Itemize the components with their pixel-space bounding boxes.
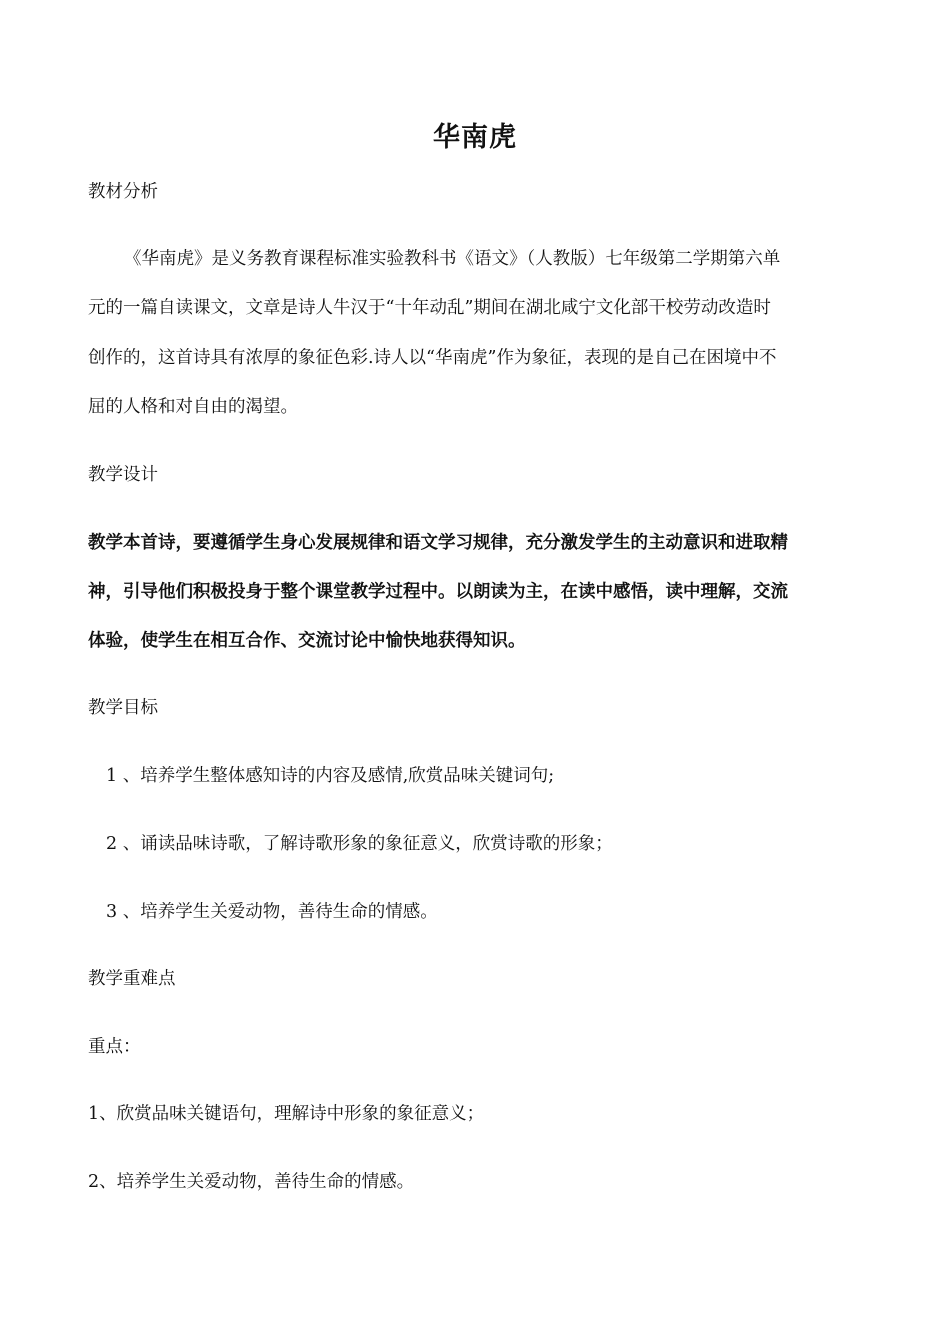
design-paragraph-line: 教学本首诗，要遵循学生身心发展规律和语文学习规律，充分激发学生的主动意识和进取精 <box>88 533 788 553</box>
analysis-paragraph-line: 《华南虎》是义务教育课程标准实验教科书《语文》（人教版）七年级第二学期第六单 <box>124 249 781 269</box>
design-paragraph-line: 体验，使学生在相互合作、交流讨论中愉快地获得知识。 <box>88 631 526 651</box>
key-points-label: 重点： <box>88 1037 141 1057</box>
analysis-paragraph-line: 创作的，这首诗具有浓厚的象征色彩.诗人以“华南虎”作为象征，表现的是自己在困境中不 <box>88 348 777 368</box>
goals-heading: 教学目标 <box>88 698 158 718</box>
design-paragraph-line: 神，引导他们积极投身于整个课堂教学过程中。以朗读为主，在读中感悟，读中理解，交流 <box>88 582 788 602</box>
goal-item: 1 、培养学生整体感知诗的内容及感情,欣赏品味关键词句; <box>106 766 555 786</box>
page-title: 华南虎 <box>433 122 517 153</box>
key-point-item: 1、欣赏品味关键语句，理解诗中形象的象征意义； <box>88 1104 485 1124</box>
key-points-heading: 教学重难点 <box>88 969 176 989</box>
key-point-item: 2、培养学生关爱动物，善待生命的情感。 <box>88 1172 415 1192</box>
design-heading: 教学设计 <box>88 465 158 485</box>
goal-item: 2 、诵读品味诗歌，了解诗歌形象的象征意义，欣赏诗歌的形象； <box>106 834 613 854</box>
analysis-paragraph-line: 屈的人格和对自由的渴望。 <box>88 397 298 417</box>
goal-item: 3 、培养学生关爱动物，善待生命的情感。 <box>106 902 438 922</box>
analysis-heading: 教材分析 <box>88 182 158 202</box>
analysis-paragraph-line: 元的一篇自读课文，文章是诗人牛汉于“十年动乱”期间在湖北咸宁文化部干校劳动改造时 <box>88 298 771 318</box>
